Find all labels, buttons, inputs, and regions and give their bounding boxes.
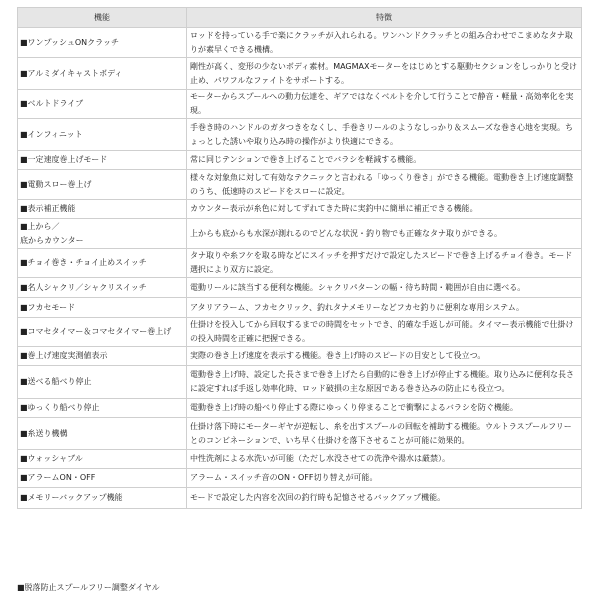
feature-description: 電動巻き上げ時の船べり停止する際にゆっくり停まることで衝撃によるバラシを防ぐ機能。 (187, 399, 582, 418)
feature-table (17, 7, 582, 509)
feature-description: ロッドを持っている手で楽にクラッチが入れられる。ワンハンドクラッチとの組み合わせでこまめなタナ取りが素早くできる機構。 (187, 28, 582, 58)
table-row (18, 90, 582, 119)
table-row (18, 219, 582, 249)
feature-name: ■メモリーバックアップ機能 (18, 488, 187, 509)
feature-name: ■上から／ 底からカウンター (18, 219, 187, 249)
feature-name: ■巻上げ速度実測値表示 (18, 347, 187, 366)
feature-description: 常に同じテンションで巻き上げることでバラシを軽減する機能。 (187, 151, 582, 170)
feature-name: ■送べる船べり停止 (18, 366, 187, 399)
feature-name: ■インフィニット (18, 119, 187, 151)
header-feature: 機能 (18, 8, 187, 28)
feature-description: 上からも底からも水深が測れるのでどんな状況・釣り物でも正確なタナ取りができる。 (187, 219, 582, 249)
feature-description: アタリアラーム、フカセクリック、釣れタナメモリーなどフカセ釣りに便利な専用システム。 (187, 298, 582, 318)
feature-description: 電動巻き上げ時、設定した長さまで巻き上げたら自動的に巻き上げが停止する機能。取り込みに便利な長さに設定すれば手返し効率化時、ロッド破損の主な原因である巻き込みの防止にも役立つ。 (187, 366, 582, 399)
table-row (18, 58, 582, 90)
feature-description: 剛性が高く、変形の少ないボディ素材。MAGMAXモーターをはじめとする駆動セクションをしっかりと受け止め、パワフルなファイトをサポートする。 (187, 58, 582, 90)
feature-description: 仕掛けを投入してから回収するまでの時間をセットでき、的確な手返しが可能。タイマー表示機能で仕掛けの投入時間を正確に把握できる。 (187, 318, 582, 347)
table-row (18, 151, 582, 170)
table-row (18, 298, 582, 318)
table-row (18, 318, 582, 347)
table-row (18, 119, 582, 151)
table-row (18, 469, 582, 488)
trailing-feature-label: ■脱落防止スプールフリー調整ダイヤル (17, 583, 160, 592)
feature-name: ■表示補正機能 (18, 200, 187, 219)
table-row (18, 399, 582, 418)
feature-name: ■ウォッシャブル (18, 450, 187, 469)
table-row (18, 28, 582, 58)
feature-name: ■チョイ巻き・チョイ止めスイッチ (18, 249, 187, 278)
feature-name: ■ベルトドライブ (18, 90, 187, 119)
feature-description: 中性洗剤による水洗いが可能（ただし水没させての洗浄や湯水は厳禁）。 (187, 450, 582, 469)
feature-name: ■アラームON・OFF (18, 469, 187, 488)
table-row (18, 170, 582, 200)
feature-description: アラーム・スイッチ音のON・OFF切り替えが可能。 (187, 469, 582, 488)
table-row (18, 200, 582, 219)
feature-name: ■ワンプッシュONクラッチ (18, 28, 187, 58)
feature-name: ■コマセタイマー＆コマセタイマー巻上げ (18, 318, 187, 347)
feature-name: ■フカセモード (18, 298, 187, 318)
feature-name: ■ゆっくり船べり停止 (18, 399, 187, 418)
feature-description: 実際の巻き上げ速度を表示する機能。巻き上げ時のスピードの目安として役立つ。 (187, 347, 582, 366)
feature-description: モーターからスプールへの動力伝達を、ギアではなくベルトを介して行うことで静音・軽量・高効率化を実現。 (187, 90, 582, 119)
feature-name: ■アルミダイキャストボディ (18, 58, 187, 90)
feature-name: ■一定速度巻上げモード (18, 151, 187, 170)
feature-description: 仕掛け落下時にモーターギヤが逆転し、糸を出すスプールの回転を補助する機能。ウルトラスプールフリーとのコンビネーションで、いち早く仕掛けを落下させることが可能に効果的。 (187, 418, 582, 450)
table-row (18, 488, 582, 509)
feature-description: モードで設定した内容を次回の釣行時も記憶させるバックアップ機能。 (187, 488, 582, 509)
feature-name: ■名人シャクリ／シャクリスイッチ (18, 278, 187, 298)
feature-description: 電動リールに該当する便利な機能。シャクリパターンの幅・待ち時間・範囲が自由に選べる。 (187, 278, 582, 298)
table-row (18, 278, 582, 298)
header-description: 特徴 (187, 8, 582, 28)
table-row (18, 249, 582, 278)
table-row (18, 366, 582, 399)
table-row (18, 450, 582, 469)
table-row (18, 418, 582, 450)
feature-description: 様々な対象魚に対して有効なテクニックと言われる「ゆっくり巻き」ができる機能。電動巻き上げ速度調整のうち、低速時のスピードをスローに設定。 (187, 170, 582, 200)
table-body (18, 28, 582, 509)
feature-description: 手巻き時のハンドルのガタつきをなくし、手巻きリールのようなしっかり＆スムーズな巻き心地を実現。ちょっとした誘いや取り込み時の操作がより快適にできる。 (187, 119, 582, 151)
feature-name: ■電動スロー巻上げ (18, 170, 187, 200)
feature-description: カウンター表示が糸色に対してずれてきた時に実釣中に簡単に補正できる機能。 (187, 200, 582, 219)
feature-name: ■糸送り機構 (18, 418, 187, 450)
feature-description: タナ取りや糸フケを取る時などにスイッチを押すだけで設定したスピードで巻き上げるチョイ巻き。モード選択により双方に設定。 (187, 249, 582, 278)
table-row (18, 347, 582, 366)
table-header-row (18, 8, 582, 28)
